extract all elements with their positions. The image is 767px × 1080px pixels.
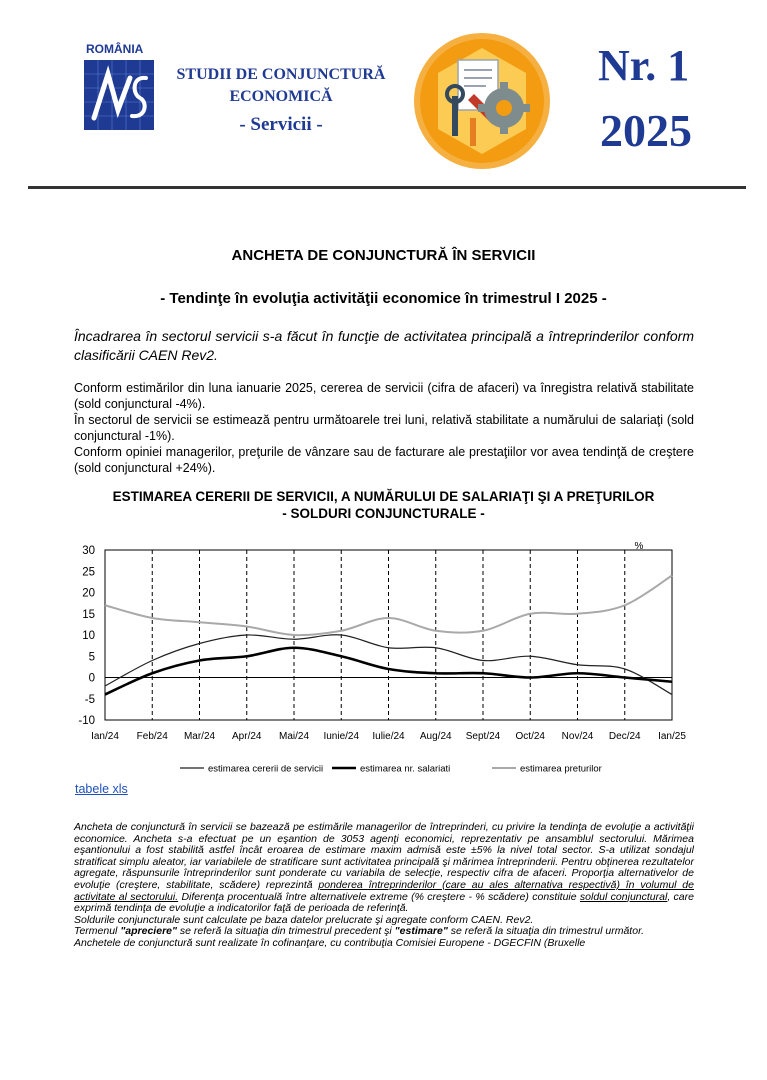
line-chart (70, 534, 710, 779)
x-tick-label: Apr/24 (232, 731, 262, 742)
chart-title-line2: - SOLDURI CONJUNCTURALE - (282, 506, 485, 521)
intro-paragraph: Încadrarea în sectorul servicii s-a făcut în funcţie de activitatea principală a întreprinderilor conform clasificării CAEN Rev2. (74, 328, 694, 363)
gear-wrench-icon (412, 26, 552, 176)
header-divider (28, 186, 746, 189)
note-caen: Soldurile conjuncturale sunt calculate pe baza datelor prelucrate şi agregate conform CAEN. Rev2. (74, 913, 534, 926)
x-tick-label: Nov/24 (561, 731, 594, 742)
x-tick-label: Ian/24 (91, 731, 119, 742)
document-title: ANCHETA DE CONJUNCTURĂ ÎN SERVICII (231, 247, 536, 264)
x-tick-label: Feb/24 (136, 731, 168, 742)
x-tick-label: Iulie/24 (372, 731, 405, 742)
y-tick-label: 30 (82, 545, 95, 557)
y-tick-label: 0 (88, 672, 95, 685)
paragraph-employees: În sectorul de servicii se estimează pentru următoarele trei luni, relativă stabilitate a numărului de salariaţi (sold conjunctural -1%). (74, 413, 694, 443)
note-terms: Termenul "apreciere" se referă la situaţia din trimestrul precedent şi "estimare" se referă la situaţia din trimestrul următor. (74, 925, 645, 938)
note-methodology: Ancheta de conjunctură în servicii se bazează pe estimările managerilor de întreprinderi, cu privire la tendinţa de evoluţie a activităţii economice. Ancheta s-a efectuat pe un eşantion de 3053 agenţi economici, reprezentativ pe ansamblul sectorului. Mărimea eşantionului a fost stabilită astfel încât eroarea de estimare maxim admisă este ±5% la nivel total sector. S-a utilizat sondajul stratificat simplu aleator, iar variabilele de stratificare sunt activitatea principală şi mărimea întreprinderii. Pentru obţinerea rezultatelor agregate, răspunsurile întreprinderilor sunt ponderate cu variabila de selecţie, respectiv cifra de afaceri. Proporţia alternativelor de evoluţie (creştere, stabilitate, scădere) reprezintă ponderea întreprinderilor (care au ales alternativa respectivă) în volumul de activitate al sectorului. Diferenţa procentuală între alternativele extreme (% creştere - % scădere) constituie soldul conjunctural, care exprimă tendinţa de evoluţie a indicatorilor faţă de perioada de referinţă. (74, 821, 694, 915)
y-tick-label: -10 (78, 715, 95, 727)
document-subtitle: - Tendinţe în evoluţia activităţii economice în trimestrul I 2025 - (160, 290, 607, 307)
masthead (0, 0, 767, 190)
xls-tables-link[interactable]: tabele xls (75, 782, 128, 796)
methodology-notes (74, 822, 694, 950)
x-tick-label: Aug/24 (419, 731, 452, 742)
y-tick-label: -5 (84, 693, 95, 706)
x-tick-label: Oct/24 (515, 731, 545, 742)
paragraph-prices: Conform opiniei managerilor, preţurile de vânzare sau de facturare ale prestaţiilor vor avea tendinţă de creştere (sold conjunctural +24%). (74, 445, 694, 475)
y-tick-label: 15 (82, 608, 95, 621)
unit-label: % (634, 541, 644, 552)
legend-label: estimarea preturilor (520, 763, 602, 775)
chart-title-line1: ESTIMAREA CERERII DE SERVICII, A NUMĂRULUI DE SALARIAŢI ŞI A PREŢURILOR (112, 489, 655, 504)
ins-logo (84, 60, 154, 130)
x-tick-label: Dec/24 (608, 731, 641, 742)
legend-label: estimarea cererii de servicii (208, 763, 324, 775)
x-tick-label: Mai/24 (278, 731, 310, 742)
x-tick-label: Ian/25 (658, 731, 686, 742)
series-line-3 (105, 576, 672, 636)
x-tick-label: Sept/24 (465, 731, 501, 742)
legend-label: estimarea nr. salariati (360, 763, 451, 775)
y-tick-label: 20 (82, 587, 95, 600)
y-tick-label: 10 (82, 630, 95, 642)
publication-subtitle: - Servicii - (239, 114, 323, 135)
x-tick-label: Mar/24 (183, 731, 216, 742)
x-tick-label: Iunie/24 (323, 731, 360, 742)
publication-title-line1: STUDII DE CONJUNCTURĂ (176, 66, 386, 83)
note-funding: Anchetele de conjunctură sunt realizate în cofinanţare, cu contribuţia Comisiei Europene - DGECFIN (Bruxelle (74, 936, 586, 949)
paragraph-demand: Conform estimărilor din luna ianuarie 2025, cererea de servicii (cifra de afaceri) va înregistra relativă stabilitate (sold conjunctural -4%). (74, 381, 694, 411)
y-tick-label: 25 (82, 566, 95, 579)
issue-number: Nr. 1 (598, 41, 690, 90)
country-label: ROMÂNIA (86, 42, 144, 56)
issue-year: 2025 (600, 105, 692, 156)
chart-title (0, 488, 767, 522)
publication-title-line2: ECONOMICĂ (229, 88, 333, 105)
y-tick-label: 5 (88, 651, 95, 664)
